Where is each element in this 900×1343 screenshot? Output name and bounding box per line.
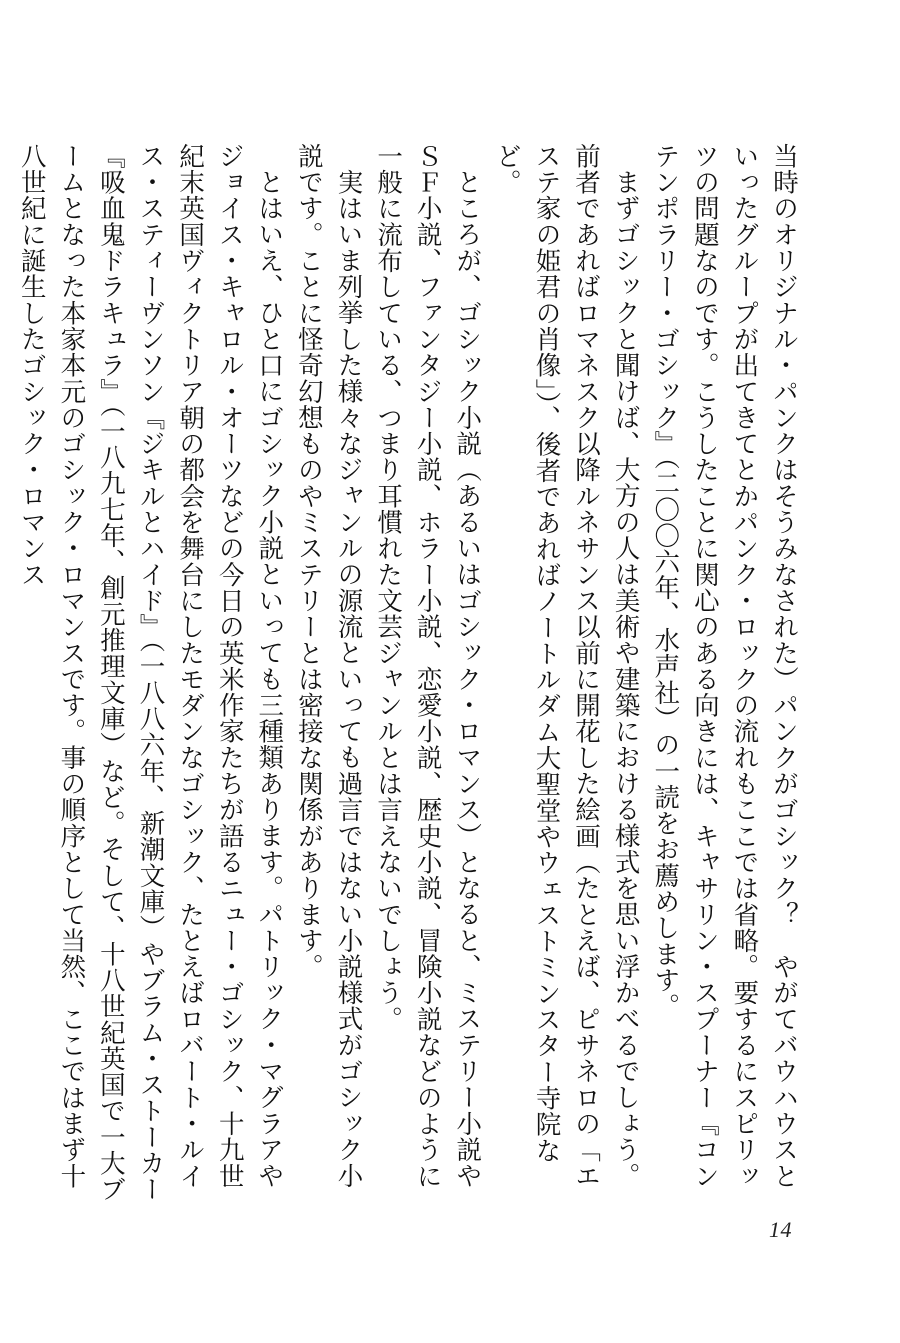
paragraph-5: とはいえ、ひと口にゴシック小説といっても三種類あります。パトリック・マグラアやジョイス・キャロル・オーツなどの今日の英米作家たちが語るニュー・ゴシック、十九世紀末英国ヴィクトリア朝の都会を舞台にしたモダンなゴシック、たとえばロバート・ルイス・スティーヴンソン『ジキルとハイド』（一八八六年、新潮文庫）やブラム・ストーカー『吸血鬼ドラキュラ』（一八九七年、創元推理文庫）など。そして、十八世紀英国で一大ブームとなった本家本元のゴシック・ロマンスです。事の順序として当然、ここではまず十八世紀に誕生したゴシック・ロマンス xyxy=(16,143,285,1203)
paragraph-3: ところが、ゴシック小説（あるいはゴシック・ロマンス）となると、ミステリー小説やＳＦ小説、ファンタジー小説、ホラー小説、恋愛小説、歴史小説、冒険小説などのように一般に流布している、つまり耳慣れた文芸ジャンルとは言えないでしょう。 xyxy=(373,143,483,1189)
paragraph-2: まずゴシックと聞けば、大方の人は美術や建築における様式を思い浮かべるでしょう。前者であればロマネスク以降ルネサンス以前に開花した絵画（たとえば、ピサネロの「エステ家の姫君の肖像」）、後者であればノートルダム大聖堂やウェストミンスター寺院など。 xyxy=(491,143,641,1189)
paragraph-4: 実はいま列挙した様々なジャンルの源流といっても過言ではない小説様式がゴシック小説です。ことに怪奇幻想ものやミステリーとは密接な関係があります。 xyxy=(293,143,364,1189)
page-number: 14 xyxy=(769,1217,792,1242)
paragraph-1: 当時のオリジナル・パンクはそうみなされた）パンクがゴシック？ やがてバウハウスといったグループが出てきてとかパンク・ロックの流れもここでは省略。要するにスピリッツの問題なのです。こうしたことに関心のある向きには、キャサリン・スプーナー『コンテンポラリー・ゴシック』（二〇〇六年、水声社）の一読をお薦めします。 xyxy=(650,143,799,1189)
vertical-text-body xyxy=(16,143,803,1208)
